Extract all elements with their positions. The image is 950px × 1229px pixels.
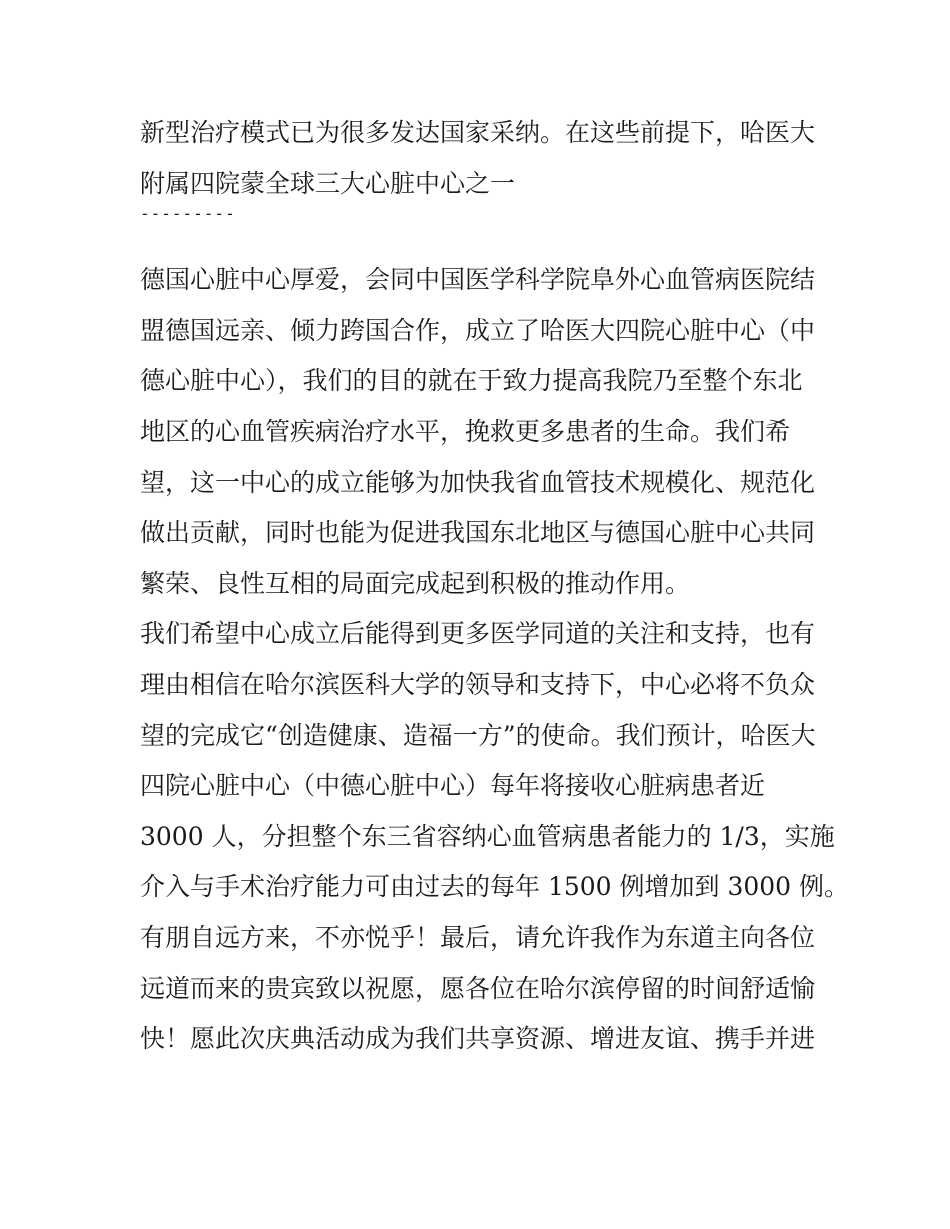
text-line: 理由相信在哈尔滨医科大学的领导和支持下，中心必将不负众 — [140, 669, 816, 699]
text-line: 有朋自远方来，不亦悦乎！最后，请允许我作为东道主向各位 — [140, 922, 816, 952]
text-line: 快！愿此次庆典活动成为我们共享资源、增进友谊、携手并进 — [140, 1024, 816, 1054]
document-text — [140, 108, 850, 1065]
text-line: 新型治疗模式已为很多发达国家采纳。在这些前提下，哈医大 — [140, 118, 816, 147]
text-line: 3000 人，分担整个东三省容纳心血管病患者能力的 1/3，实施 — [140, 821, 835, 851]
text-line: 望的完成它“创造健康、造福一方”的使命。我们预计，哈医大 — [140, 720, 816, 750]
text-line: 做出贡献，同时也能为促进我国东北地区与德国心脏中心共同 — [140, 518, 816, 548]
text-line: 介入与手术治疗能力可由过去的每年 1500 例增加到 3000 例。 — [140, 872, 850, 902]
text-line: 四院心脏中心（中德心脏中心）每年将接收心脏病患者近 — [140, 771, 766, 801]
text-line: 望，这一中心的成立能够为加快我省血管技术规模化、规范化 — [140, 467, 816, 497]
text-line: 我们希望中心成立后能得到更多医学同道的关注和支持，也有 — [140, 619, 816, 649]
text-line: 附属四院蒙全球三大心脏中心之一 — [140, 168, 516, 198]
text-line: 地区的心血管疾病治疗水平，挽救更多患者的生命。我们希 — [140, 416, 791, 446]
text-line: 德国心脏中心厚爱，会同中国医学科学院阜外心血管病医院结 — [140, 265, 816, 295]
text-line: 繁荣、良性互相的局面完成起到积极的推动作用。 — [140, 568, 691, 598]
text-line: 德心脏中心），我们的目的就在于致力提高我院乃至整个东北 — [140, 366, 803, 396]
separator: --------- — [140, 204, 236, 224]
text-line: 远道而来的贵宾致以祝愿，愿各位在哈尔滨停留的时间舒适愉 — [140, 973, 816, 1003]
text-line: 盟德国远亲、倾力跨国合作，成立了哈医大四院心脏中心（中 — [140, 315, 816, 345]
